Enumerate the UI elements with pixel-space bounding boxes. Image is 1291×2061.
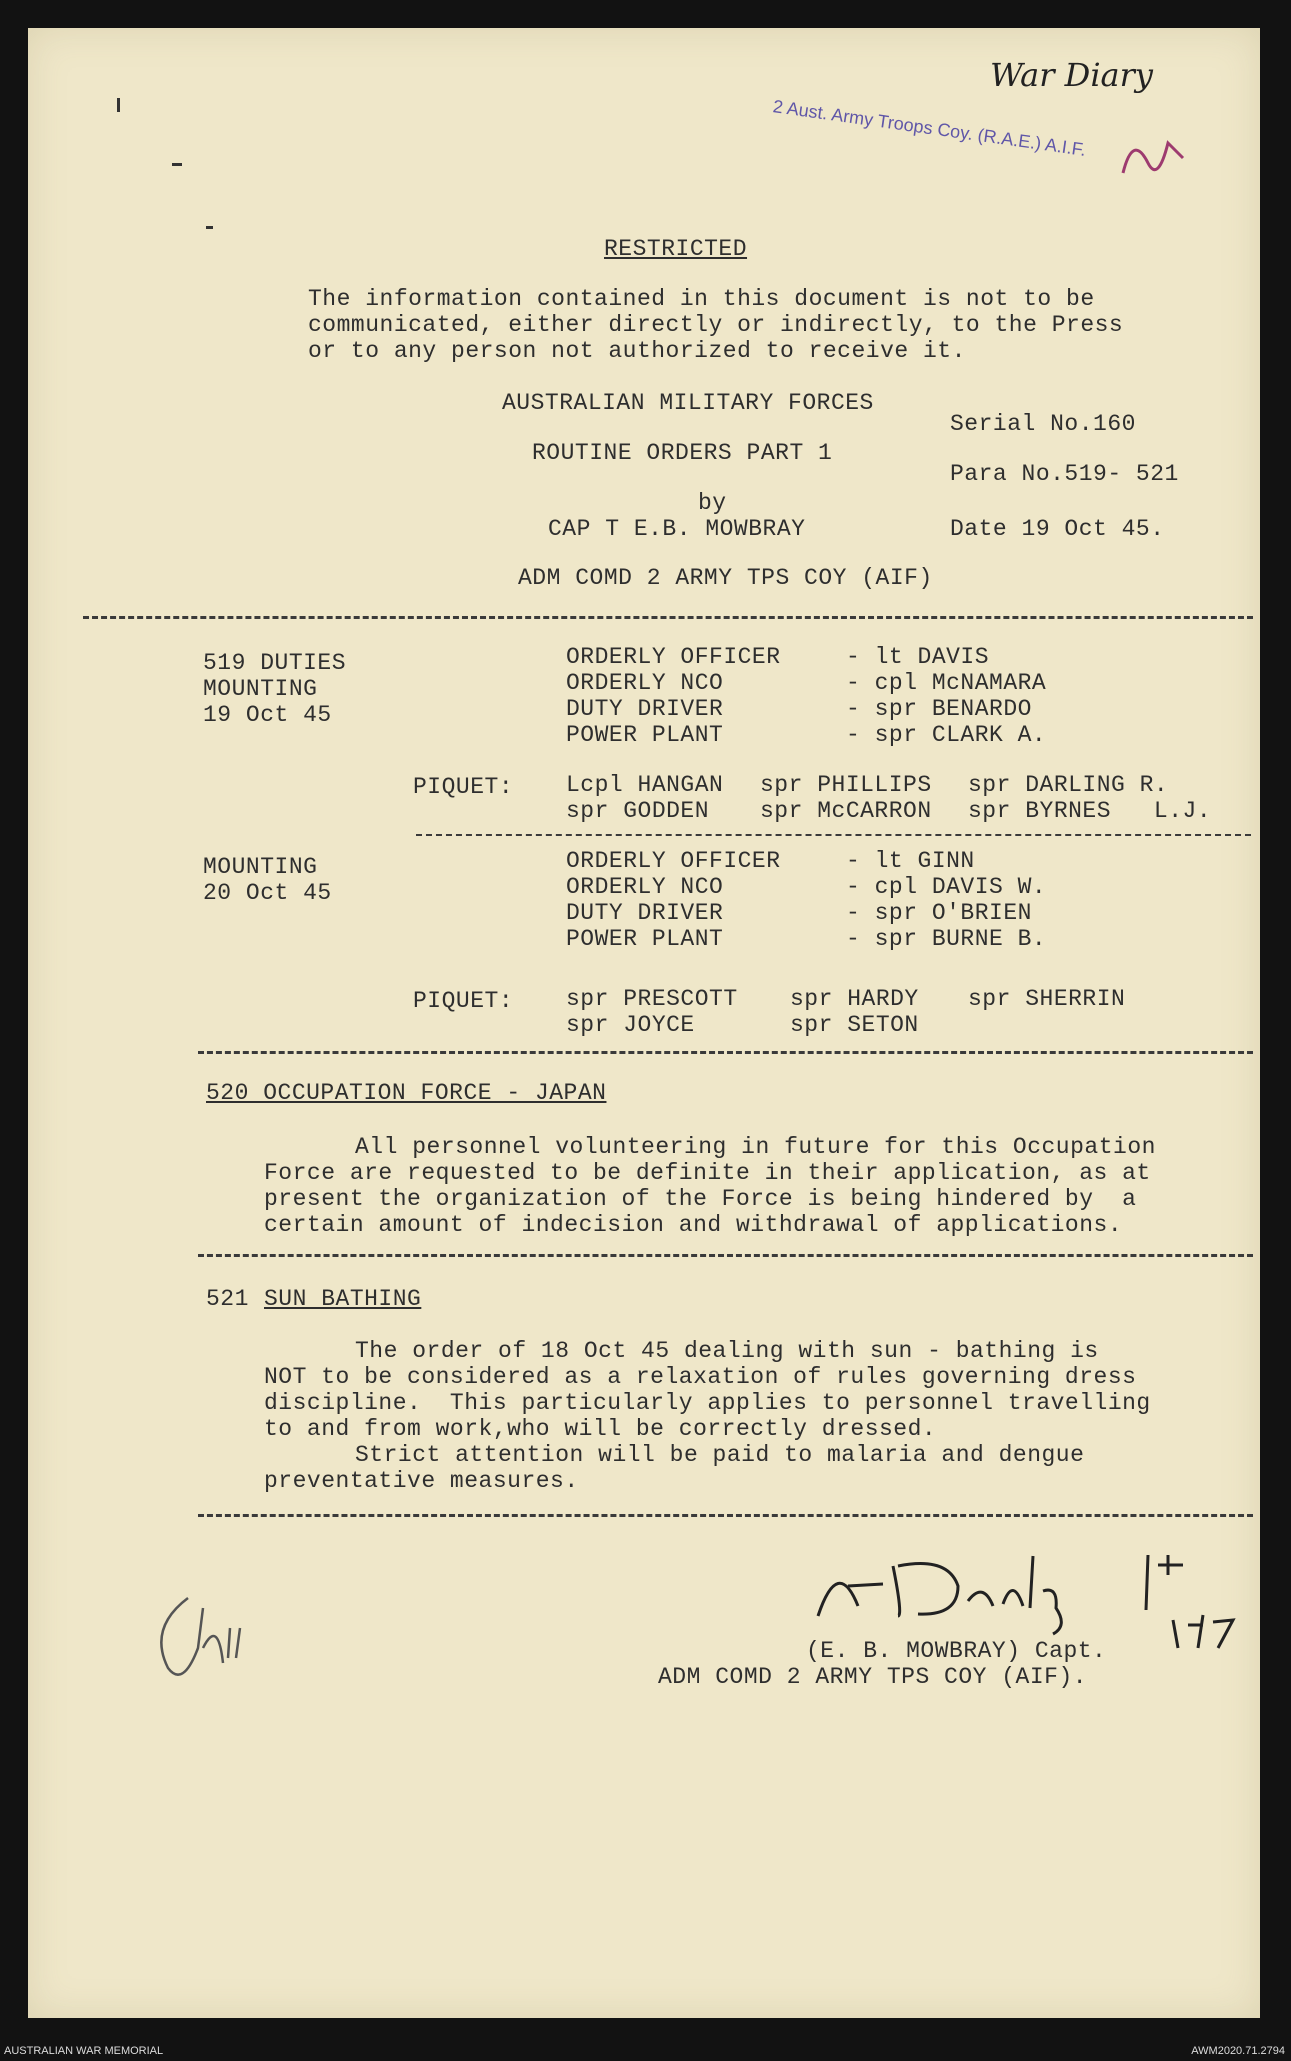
section-520-body: Force are requested to be definite in their application, as at bbox=[264, 1160, 1151, 1186]
footer-reference: AWM2020.71.2794 bbox=[1191, 2045, 1285, 2057]
duty-role: DUTY DRIVER bbox=[566, 900, 724, 926]
piquet-member: spr SHERRIN bbox=[968, 986, 1126, 1012]
piquet-label: PIQUET: bbox=[413, 774, 514, 800]
officer-name: CAP T E.B. MOWBRAY bbox=[548, 516, 806, 542]
duty-role: ORDERLY NCO bbox=[566, 670, 724, 696]
section-521-body: preventative measures. bbox=[264, 1468, 579, 1494]
separator bbox=[416, 834, 1251, 836]
duty-name: - spr O'BRIEN bbox=[846, 900, 1032, 926]
by-text: by bbox=[698, 490, 727, 516]
duty-role: ORDERLY OFFICER bbox=[566, 644, 781, 670]
section-521-body: The order of 18 Oct 45 dealing with sun - bathing is bbox=[355, 1338, 1099, 1364]
initials-left bbox=[148, 1588, 258, 1698]
piquet-member: spr McCARRON bbox=[760, 798, 932, 824]
duty-role: POWER PLANT bbox=[566, 722, 724, 748]
unit-stamp: 2 Aust. Army Troops Coy. (R.A.E.) A.I.F. bbox=[771, 96, 1088, 160]
document-page bbox=[28, 28, 1260, 2018]
punch-mark bbox=[206, 226, 213, 229]
section-521-heading: SUN BATHING bbox=[264, 1286, 422, 1312]
piquet-member: spr JOYCE bbox=[566, 1012, 695, 1038]
mounting-label: 20 Oct 45 bbox=[203, 880, 332, 906]
initials-mark bbox=[1128, 1550, 1258, 1650]
para-number: Para No.519- 521 bbox=[950, 461, 1179, 487]
duty-name: - cpl McNAMARA bbox=[846, 670, 1047, 696]
document-date: Date 19 Oct 45. bbox=[950, 516, 1165, 542]
piquet-member: Lcpl HANGAN bbox=[566, 772, 724, 798]
piquet-member: spr PRESCOTT bbox=[566, 986, 738, 1012]
stamp-initials-mark bbox=[1113, 123, 1198, 193]
punch-mark bbox=[172, 163, 182, 166]
duty-role: ORDERLY OFFICER bbox=[566, 848, 781, 874]
section-521-number: 521 bbox=[206, 1286, 249, 1312]
piquet-label: PIQUET: bbox=[413, 988, 514, 1014]
section-521-body: to and from work,who will be correctly dressed. bbox=[264, 1416, 937, 1442]
section-520-heading: 520 OCCUPATION FORCE - JAPAN bbox=[206, 1080, 607, 1106]
notice-line: communicated, either directly or indirectly, to the Press bbox=[308, 312, 1124, 338]
piquet-member: spr BYRNES L.J. bbox=[968, 798, 1212, 824]
section-520-body: All personnel volunteering in future for this Occupation bbox=[355, 1134, 1156, 1160]
section-521-body: NOT to be considered as a relaxation of rules governing dress bbox=[264, 1364, 1137, 1390]
duty-name: - spr BENARDO bbox=[846, 696, 1032, 722]
section-519-label: 519 DUTIES bbox=[203, 650, 347, 676]
piquet-member: spr GODDEN bbox=[566, 798, 710, 824]
piquet-member: spr DARLING R. bbox=[968, 772, 1169, 798]
duty-name: - lt GINN bbox=[846, 848, 975, 874]
section-521-body: Strict attention will be paid to malaria and dengue bbox=[355, 1442, 1085, 1468]
duty-name: - lt DAVIS bbox=[846, 644, 990, 670]
punch-mark bbox=[117, 98, 120, 112]
war-diary-annotation: War Diary bbox=[990, 56, 1153, 94]
section-519-label: MOUNTING bbox=[203, 676, 318, 702]
separator bbox=[198, 1254, 1253, 1257]
signature-name: (E. B. MOWBRAY) Capt. bbox=[806, 1638, 1107, 1664]
duty-name: - spr CLARK A. bbox=[846, 722, 1047, 748]
orders-title: ROUTINE ORDERS PART 1 bbox=[532, 440, 833, 466]
serial-number: Serial No.160 bbox=[950, 411, 1136, 437]
duty-role: POWER PLANT bbox=[566, 926, 724, 952]
section-521-body: discipline. This particularly applies to personnel travelling bbox=[264, 1390, 1151, 1416]
piquet-member: spr SETON bbox=[790, 1012, 919, 1038]
duty-name: - cpl DAVIS W. bbox=[846, 874, 1047, 900]
section-520-body: present the organization of the Force is being hindered by a bbox=[264, 1186, 1137, 1212]
section-519-label: 19 Oct 45 bbox=[203, 702, 332, 728]
duty-name: - spr BURNE B. bbox=[846, 926, 1047, 952]
piquet-member: spr HARDY bbox=[790, 986, 919, 1012]
signature-unit: ADM COMD 2 ARMY TPS COY (AIF). bbox=[658, 1664, 1088, 1690]
duty-role: ORDERLY NCO bbox=[566, 874, 724, 900]
forces-title: AUSTRALIAN MILITARY FORCES bbox=[502, 390, 874, 416]
notice-line: or to any person not authorized to receive it. bbox=[308, 338, 966, 364]
mounting-label: MOUNTING bbox=[203, 854, 318, 880]
footer-source: AUSTRALIAN WAR MEMORIAL bbox=[4, 2045, 164, 2057]
handwritten-signature bbox=[808, 1546, 1138, 1636]
section-520-body: certain amount of indecision and withdrawal of applications. bbox=[264, 1212, 1123, 1238]
command-title: ADM COMD 2 ARMY TPS COY (AIF) bbox=[518, 565, 933, 591]
restricted-heading: RESTRICTED bbox=[604, 236, 748, 262]
notice-line: The information contained in this document is not to be bbox=[308, 286, 1095, 312]
separator bbox=[198, 1051, 1253, 1054]
piquet-member: spr PHILLIPS bbox=[760, 772, 932, 798]
separator bbox=[198, 1514, 1253, 1517]
duty-role: DUTY DRIVER bbox=[566, 696, 724, 722]
separator bbox=[83, 616, 1253, 619]
